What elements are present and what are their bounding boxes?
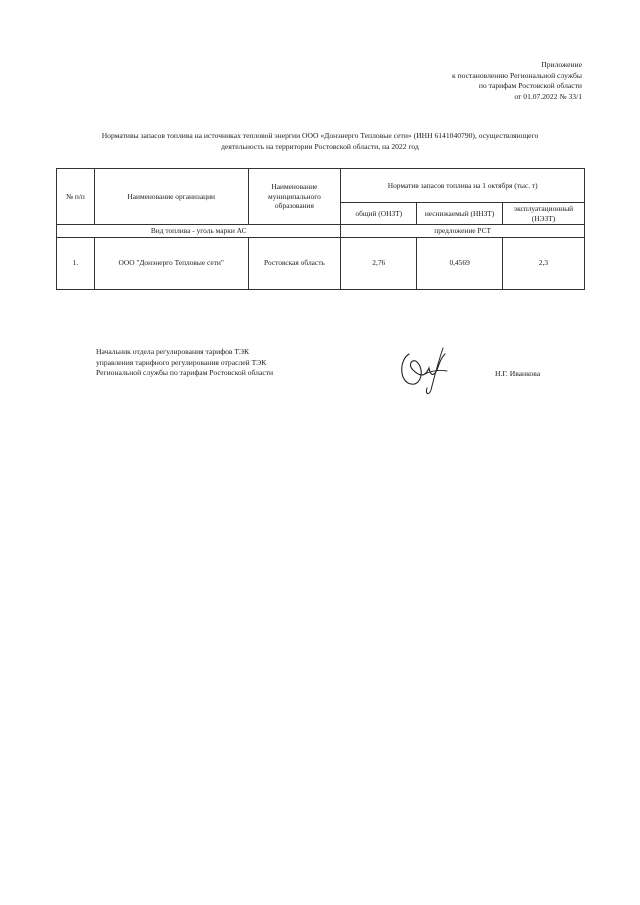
fuel-norms-table	[56, 168, 585, 290]
title-line-1: Нормативы запасов топлива на источниках тепловой энергии ООО «Донэнерго Тепловые сети» (ИНН 6141040790), осуществляющего	[101, 131, 539, 140]
signer-position-line-1: Начальник отдела регулирования тарифов ТЭК	[96, 347, 250, 356]
row-nnzt: 0,4569	[417, 237, 503, 289]
header-municipality: Наименование муниципального образования	[248, 169, 341, 225]
header-org: Наименование организации	[94, 169, 248, 225]
appendix-line: по тарифам Ростовской области	[478, 81, 582, 91]
table-row	[57, 237, 585, 289]
document-title	[56, 131, 584, 152]
fuel-type-cell: Вид топлива - уголь марки АС	[57, 225, 341, 238]
appendix-header	[452, 60, 582, 102]
appendix-line: к постановлению Региональной службы	[451, 70, 582, 80]
title-line-2: деятельность на территории Ростовской области, на 2022 год	[221, 141, 419, 151]
header-onzt: общий (ОНЗТ)	[341, 203, 417, 225]
header-norm-group: Норматив запасов топлива на 1 октября (тыс. т)	[341, 169, 585, 203]
signer-position-line-2: управления тарифного регулирования отраслей ТЭК	[96, 357, 267, 367]
proposal-cell: предложение РСТ	[341, 225, 585, 238]
header-nezt: эксплуатационный (НЭЗТ)	[503, 203, 585, 225]
handwritten-signature	[395, 340, 455, 398]
signer-position-line-3: Региональной службы по тарифам Ростовской области	[96, 368, 274, 378]
row-municipality: Ростовская область	[248, 237, 341, 289]
row-num: 1.	[57, 237, 95, 289]
appendix-line: от 01.07.2022 № 33/1	[514, 91, 582, 101]
signature-block	[96, 347, 273, 379]
header-nnzt: неснижаемый (ННЗТ)	[417, 203, 503, 225]
row-org: ООО "Донэнерго Тепловые сети"	[94, 237, 248, 289]
header-num: № п/п	[57, 169, 95, 225]
appendix-line: Приложение	[541, 60, 582, 69]
signer-name: Н.Г. Иванкова	[495, 369, 541, 378]
row-onzt: 2,76	[341, 237, 417, 289]
row-nezt: 2,3	[503, 237, 585, 289]
